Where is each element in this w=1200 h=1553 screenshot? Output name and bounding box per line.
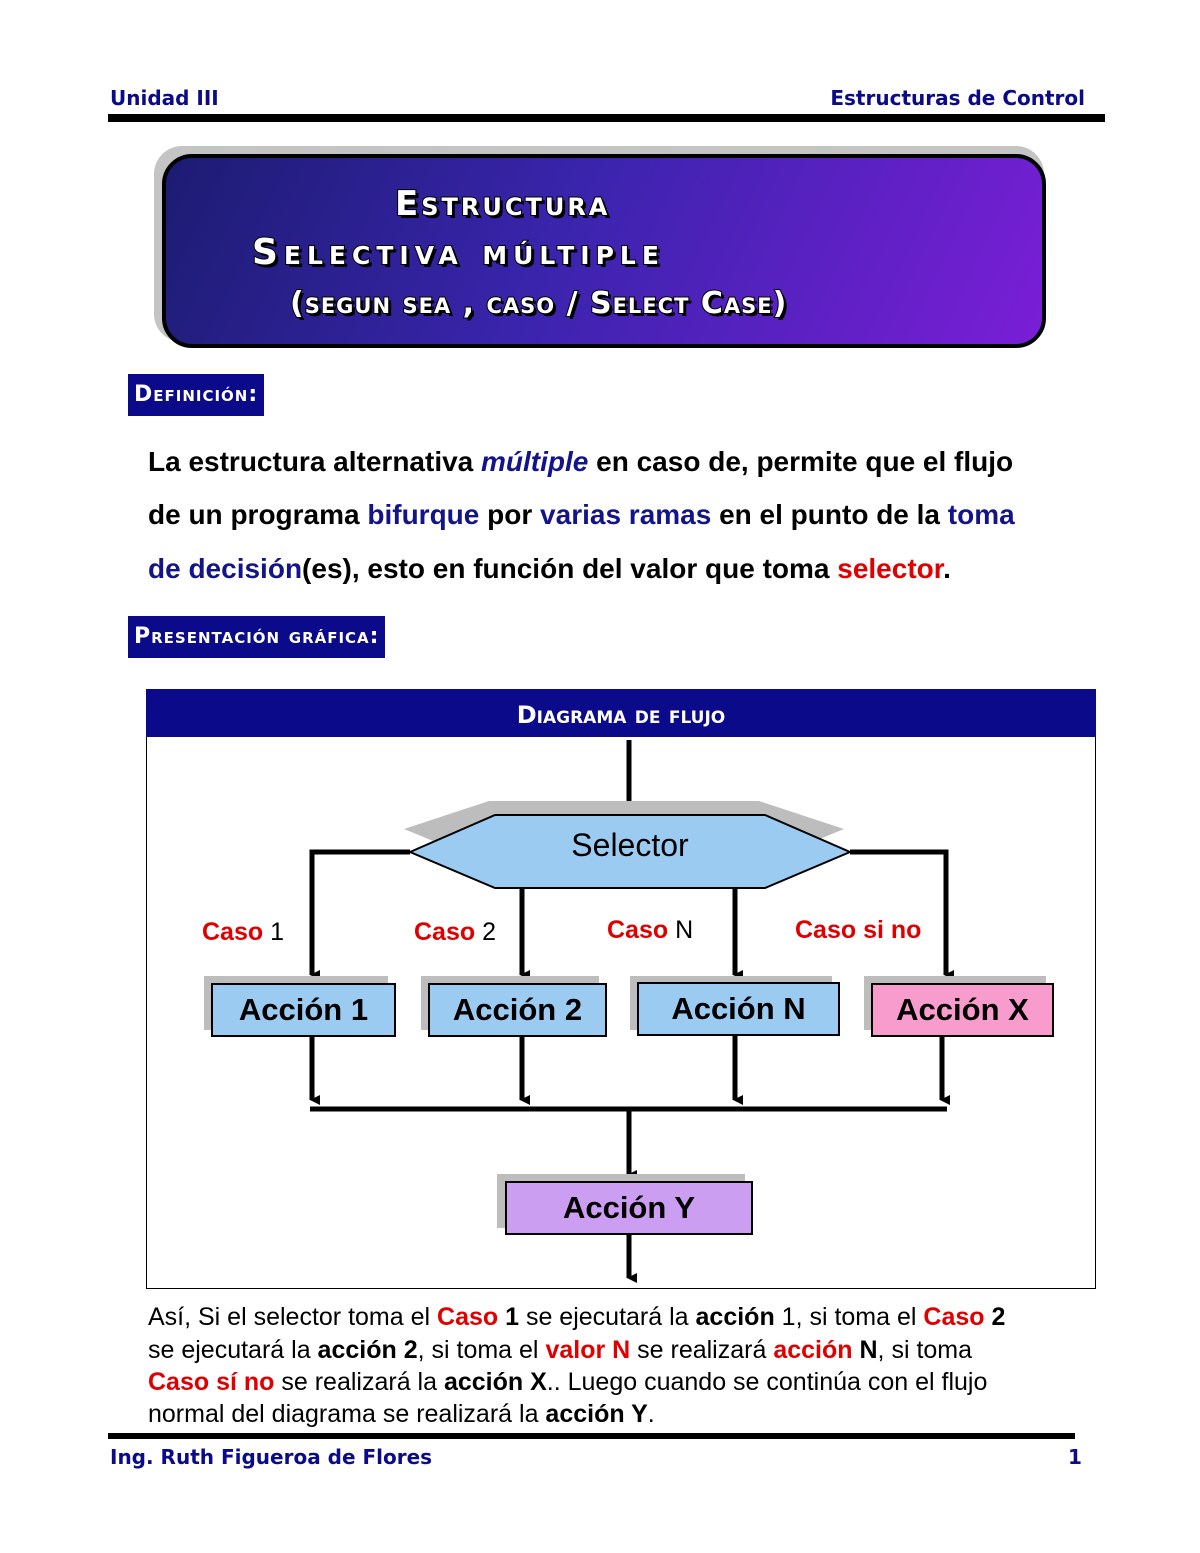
selector-label: Selector	[571, 827, 689, 863]
title-line-3: (segun sea , caso / Select Case)	[290, 286, 788, 321]
case-label-n: Caso N	[607, 916, 694, 944]
action-box-n: Acción N	[637, 982, 840, 1036]
case-label-else: Caso si no	[795, 916, 922, 944]
header-topic: Estructuras de Control	[830, 86, 1085, 110]
definition-line-1: La estructura alternativa múltiple en caso de, permite que el flujo	[148, 446, 1014, 477]
definition-line-2: de un programa bifurque por varias ramas en el punto de la toma	[148, 499, 1015, 530]
action-box-1: Acción 1	[211, 983, 396, 1037]
diagram-header: Diagrama de flujo	[146, 689, 1096, 737]
definition-line-3: de decisión(es), esto en función del valor que toma selector.	[148, 553, 951, 584]
description-line-2: se ejecutará la acción 2, si toma el valor N se realizará acción N, si toma	[148, 1336, 973, 1364]
action-box-x: Acción X	[871, 983, 1054, 1037]
case-label-1: Caso 1	[202, 918, 284, 946]
description-line-3: Caso sí no se realizará la acción X.. Luego cuando se continúa con el flujo	[148, 1368, 988, 1396]
title-line-2: Selectiva múltiple	[252, 232, 665, 273]
action-box-y: Acción Y	[505, 1181, 753, 1235]
action-box-2: Acción 2	[428, 983, 607, 1037]
case-label-2: Caso 2	[414, 918, 496, 946]
footer-rule	[108, 1433, 1075, 1439]
page-number: 1	[1068, 1445, 1082, 1469]
description-line-4: normal del diagrama se realizará la acción Y.	[148, 1400, 655, 1428]
title-line-1: Estructura	[395, 184, 611, 224]
section-presentacion-heading: Presentación gráfica:	[128, 616, 385, 658]
description-line-1: Así, Si el selector toma el Caso 1 se ejecutará la acción 1, si toma el Caso 2	[148, 1303, 1006, 1331]
section-definicion-heading: Definición:	[128, 374, 264, 416]
header-unit: Unidad III	[110, 86, 219, 110]
footer-author: Ing. Ruth Figueroa de Flores	[110, 1445, 433, 1469]
